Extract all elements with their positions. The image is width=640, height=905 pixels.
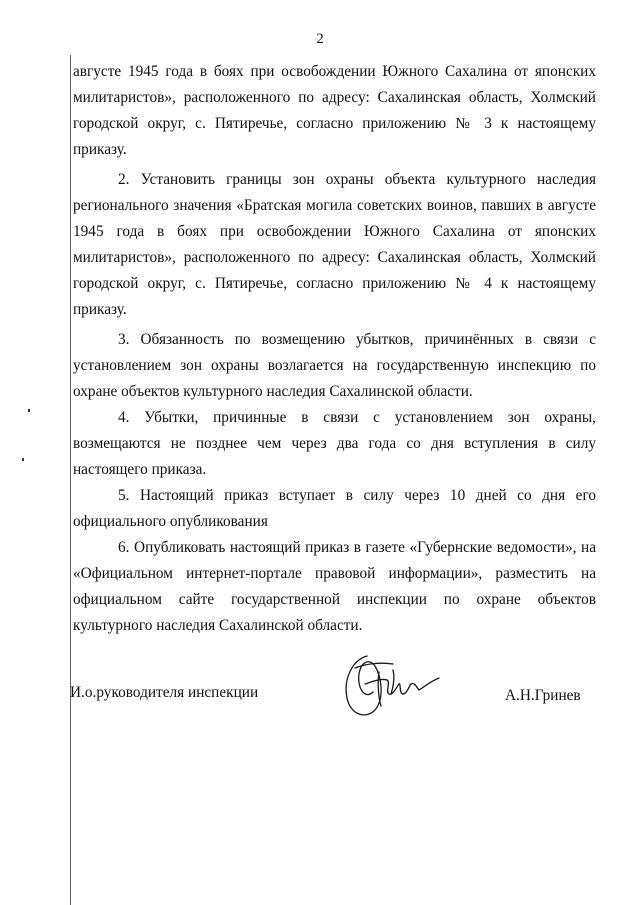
paragraph-item-4: 4. Убытки, причинные в связи с установлением зон охраны, возмещаются не позднее чем через два года со дня вступления в силу настоящего приказа. — [73, 409, 596, 478]
handwritten-signature — [335, 648, 445, 728]
paragraph-continuation: августе 1945 года в боях при освобождении Южного Сахалина от японских милитаристов», расположенного по адресу: Сахалинская область, Холмский городской округ, с. Пятиречье, согласно приложению № 3 к настоящему приказу. — [73, 63, 596, 158]
page-number: 2 — [316, 31, 324, 47]
signer-name: А.Н.Гринев — [505, 687, 581, 704]
scan-speck — [22, 458, 24, 461]
paragraph-item-5: 5. Настоящий приказ вступает в силу через 10 дней со дня его официального опубликования — [73, 487, 596, 530]
paragraph-item-6: 6. Опубликовать настоящий приказ в газете «Губернские ведомости», на «Официальном интернет-портале правовой информации», разместить на официальном сайте государственной инспекции по охране объектов культурного наследия Сахалинской области. — [73, 539, 596, 634]
paragraph-item-3: 3. Обязанность по возмещению убытков, причинённых в связи с установлением зон охраны возлагается на государственную инспекцию по охране объектов культурного наследия Сахалинской области. — [73, 331, 596, 400]
signer-position-title: И.о.руководителя инспекции — [70, 684, 259, 701]
paragraph-item-2: 2. Установить границы зон охраны объекта культурного наследия регионального значения «Братская могила советских воинов, павших в августе 1945 года в боях при освобождении Южного Сахалина от японских милитаристов», расположенного по адресу: Сахалинская область, Холмский городской округ, с. Пятиречье, согласно приложению № 4 к настоящему приказу. — [73, 171, 596, 318]
scan-margin-line — [70, 55, 71, 905]
scan-speck — [28, 409, 30, 412]
